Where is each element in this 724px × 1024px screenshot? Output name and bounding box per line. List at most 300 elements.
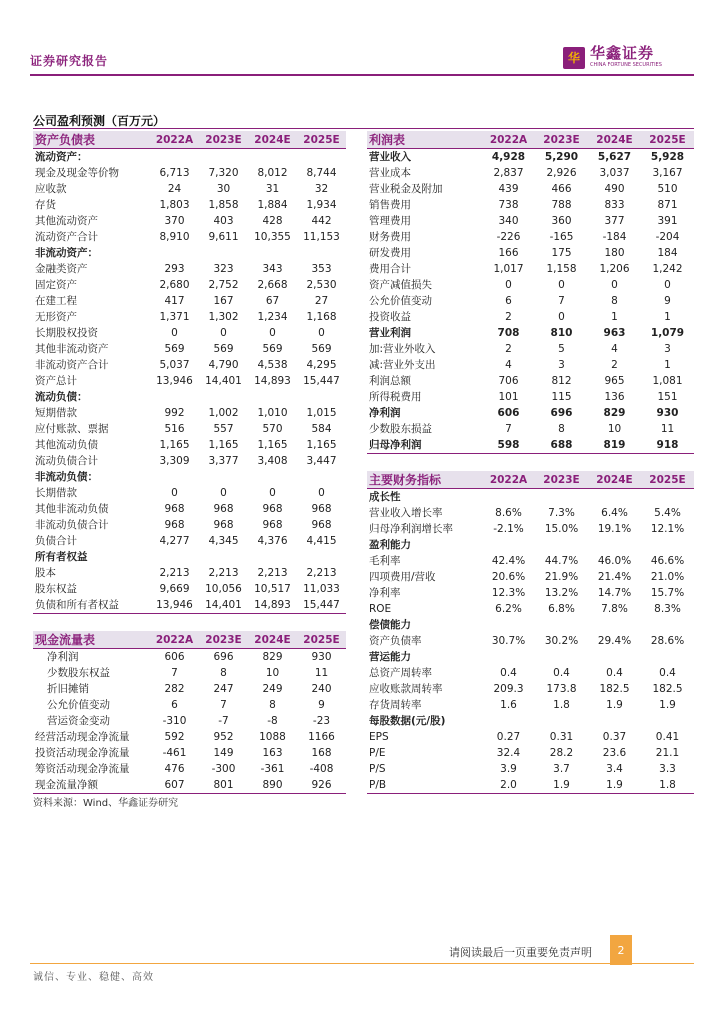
row-value: 182.5	[599, 683, 630, 695]
row-value: 968	[164, 519, 185, 531]
row-value: 10,355	[254, 231, 291, 243]
table-row	[367, 713, 694, 729]
row-label: ROE	[369, 603, 392, 615]
table-row	[33, 213, 346, 229]
row-value: 4,345	[208, 535, 239, 547]
row-value: 14,401	[205, 375, 242, 387]
row-value: 0.4	[659, 667, 676, 679]
row-label: 非流动负债：	[35, 471, 98, 483]
row-value: 3,408	[257, 455, 288, 467]
table-row	[33, 581, 346, 597]
table-row	[367, 389, 694, 405]
row-value	[482, 713, 535, 729]
row-label: 减:营业外支出	[369, 359, 436, 371]
row-value: 1.6	[500, 699, 517, 711]
row-value: 871	[657, 199, 678, 211]
row-value: 32.4	[496, 747, 521, 759]
table-row	[33, 745, 346, 761]
row-value	[297, 549, 346, 565]
table-row	[33, 437, 346, 453]
table-row	[33, 501, 346, 517]
row-value: 930	[311, 651, 332, 663]
row-value: 1.9	[588, 777, 641, 794]
row-value: 0	[318, 327, 325, 339]
row-value: 12.1%	[650, 523, 685, 535]
row-value: 3,037	[599, 167, 630, 179]
row-value: 28.6%	[650, 635, 685, 647]
table-row	[367, 681, 694, 697]
row-value: 6	[505, 295, 512, 307]
row-value: 2.0	[482, 777, 535, 794]
row-label: 存货周转率	[369, 699, 422, 711]
row-label: 非流动资产：	[35, 247, 98, 259]
row-value: 3.9	[500, 763, 517, 775]
year-header: 2022A	[482, 131, 535, 149]
row-label: 研发费用	[369, 247, 411, 259]
row-value: 1088	[259, 731, 286, 743]
row-value: 14,401	[199, 597, 248, 614]
page-number: 2	[610, 935, 632, 965]
row-label: 短期借款	[35, 407, 77, 419]
row-value: 3.4	[606, 763, 623, 775]
row-value: 13.2%	[544, 587, 579, 599]
row-value: 1	[664, 311, 671, 323]
row-value: 0	[318, 487, 325, 499]
row-value: 19.1%	[597, 523, 632, 535]
year-header: 2024E	[588, 471, 641, 489]
row-label: 净利润	[47, 651, 79, 663]
row-value: 592	[164, 731, 185, 743]
row-value: -310	[162, 715, 187, 727]
table-row	[33, 549, 346, 565]
row-value: 8,744	[306, 167, 337, 179]
row-value: 810	[550, 327, 573, 339]
row-label: 费用合计	[369, 263, 411, 275]
row-label: 营业税金及附加	[369, 183, 443, 195]
row-value: 569	[311, 343, 332, 355]
row-label: 长期股权投资	[35, 327, 98, 339]
row-value: 968	[164, 503, 185, 515]
row-value: 1,165	[159, 439, 190, 451]
row-label: 其他流动负债	[35, 439, 98, 451]
row-value: 151	[657, 391, 678, 403]
row-label: 四项费用/营收	[369, 571, 436, 583]
table-row	[33, 453, 346, 469]
row-label: 少数股东权益	[47, 667, 110, 679]
row-value: 968	[262, 519, 283, 531]
row-value: 14,893	[248, 597, 297, 614]
table-row	[33, 309, 346, 325]
row-label: 长期借款	[35, 487, 77, 499]
row-value: 0.31	[549, 731, 574, 743]
row-value: 1	[664, 359, 671, 371]
row-value: 163	[262, 747, 283, 759]
row-value: 829	[262, 651, 283, 663]
row-label: 所得税费用	[369, 391, 422, 403]
table-row	[33, 533, 346, 549]
row-value: 0.4	[500, 667, 517, 679]
table-row	[367, 697, 694, 713]
row-value	[248, 549, 297, 565]
row-value	[641, 537, 694, 553]
row-value: 890	[248, 777, 297, 794]
row-value	[199, 469, 248, 485]
row-value: 4,295	[306, 359, 337, 371]
table-row	[33, 325, 346, 341]
row-value: 598	[482, 437, 535, 454]
row-value: 7	[220, 699, 227, 711]
row-value: 8	[611, 295, 618, 307]
row-value: 6,713	[159, 167, 190, 179]
row-value: 1	[611, 311, 618, 323]
row-label: 其他非流动负债	[35, 503, 109, 515]
row-value: 9,611	[208, 231, 239, 243]
row-value: 240	[311, 683, 332, 695]
row-value: 11	[660, 423, 675, 435]
row-value: 353	[311, 263, 332, 275]
row-value: 1,010	[257, 407, 288, 419]
row-value	[482, 537, 535, 553]
row-label: 股东权益	[35, 583, 77, 595]
row-label: 存货	[35, 199, 56, 211]
row-value	[535, 489, 588, 506]
row-value: 27	[314, 295, 329, 307]
row-value: 918	[641, 437, 694, 454]
row-value: 569	[262, 343, 283, 355]
row-value: 0	[269, 487, 276, 499]
row-value: 2,752	[208, 279, 239, 291]
row-value: 15,447	[303, 375, 340, 387]
row-value	[641, 617, 694, 633]
row-value: -7	[218, 715, 229, 727]
row-value: 21.4%	[597, 571, 632, 583]
table-row	[33, 697, 346, 713]
row-value: 21.1	[655, 747, 680, 759]
table-row	[367, 197, 694, 213]
row-value: 23.6	[602, 747, 627, 759]
row-value: -8	[267, 715, 278, 727]
row-value	[150, 469, 199, 485]
row-label: 资产减值损失	[369, 279, 432, 291]
row-value: 21.0%	[650, 571, 685, 583]
table-row	[33, 293, 346, 309]
row-value: 9	[664, 295, 671, 307]
row-value: 4,376	[257, 535, 288, 547]
row-value	[535, 537, 588, 553]
row-label: 经营活动现金净流量	[35, 731, 130, 743]
row-value	[199, 549, 248, 565]
row-value: 149	[213, 747, 234, 759]
row-value: 8.6%	[495, 507, 522, 519]
row-value: 510	[657, 183, 678, 195]
table-row	[33, 405, 346, 421]
disclaimer-link[interactable]: 请阅读最后一页重要免责声明	[449, 946, 592, 959]
row-value: 696	[213, 651, 234, 663]
row-label: 其他流动资产	[35, 215, 98, 227]
row-value: 0.4	[606, 667, 623, 679]
row-value: 0	[220, 487, 227, 499]
table-row	[33, 761, 346, 777]
row-value: 439	[498, 183, 519, 195]
row-value: 8,012	[257, 167, 288, 179]
row-label: 在建工程	[35, 295, 77, 307]
row-value: 343	[262, 263, 283, 275]
row-value: 4	[505, 359, 512, 371]
row-label: 其他非流动资产	[35, 343, 109, 355]
table-row	[367, 165, 694, 181]
row-value: 5,928	[650, 151, 685, 163]
header-divider	[30, 74, 694, 76]
year-header: 2025E	[297, 631, 346, 649]
row-value: 4,277	[159, 535, 190, 547]
row-value: -300	[211, 763, 236, 775]
logo-mark-icon: 华	[563, 47, 585, 69]
row-value: 1,165	[257, 439, 288, 451]
table-title: 利润表	[367, 131, 482, 149]
row-value: 10,517	[254, 583, 291, 595]
row-value	[535, 649, 588, 665]
row-value	[482, 649, 535, 665]
logo-name-cn: 华鑫证券	[590, 44, 655, 62]
table-row	[367, 149, 694, 166]
row-value: 209.3	[493, 683, 524, 695]
row-value: 2	[505, 311, 512, 323]
row-value: 0.27	[496, 731, 521, 743]
row-value: 44.7%	[544, 555, 579, 567]
row-value: -361	[260, 763, 285, 775]
table-row	[33, 181, 346, 197]
row-label: 净利润	[369, 407, 401, 419]
row-label: 营业成本	[369, 167, 411, 179]
row-value: 247	[213, 683, 234, 695]
row-value: 428	[262, 215, 283, 227]
row-value: 10	[265, 667, 280, 679]
row-label: 投资活动现金净流量	[35, 747, 130, 759]
row-value: 168	[311, 747, 332, 759]
row-value: 992	[164, 407, 185, 419]
table-row	[367, 505, 694, 521]
table-row	[367, 213, 694, 229]
row-value: 167	[213, 295, 234, 307]
row-label: 现金及现金等价物	[35, 167, 119, 179]
row-label: 归母净利润增长率	[369, 523, 453, 535]
row-value: 5,290	[544, 151, 579, 163]
row-value: 13,946	[150, 597, 199, 614]
row-label: 公允价值变动	[47, 699, 110, 711]
row-value: 1,302	[208, 311, 239, 323]
row-value: 101	[498, 391, 519, 403]
table-row	[367, 537, 694, 553]
row-value: 15.7%	[650, 587, 685, 599]
row-value	[199, 245, 248, 261]
table-row	[33, 197, 346, 213]
row-value: 11,033	[303, 583, 340, 595]
row-value: -2.1%	[493, 523, 524, 535]
row-value: 323	[213, 263, 234, 275]
row-value: 1,168	[306, 311, 337, 323]
table-row	[33, 777, 346, 794]
table-row	[367, 421, 694, 437]
row-value: 0	[220, 327, 227, 339]
table-row	[367, 373, 694, 389]
row-value: -184	[602, 231, 627, 243]
row-label: 少数股东损益	[369, 423, 432, 435]
row-label: 固定资产	[35, 279, 77, 291]
row-value: 4	[611, 343, 618, 355]
row-value	[641, 713, 694, 729]
row-value	[588, 617, 641, 633]
year-header: 2022A	[150, 631, 199, 649]
row-value: 2,668	[257, 279, 288, 291]
row-label: 非流动资产合计	[35, 359, 109, 371]
row-value	[150, 149, 199, 166]
row-value: 1,242	[652, 263, 683, 275]
row-value: 3,377	[208, 455, 239, 467]
row-value: 13,946	[156, 375, 193, 387]
table-row	[33, 165, 346, 181]
table-row	[367, 601, 694, 617]
row-value: 370	[164, 215, 185, 227]
row-value	[150, 389, 199, 405]
row-value: 2	[505, 343, 512, 355]
table-row	[367, 665, 694, 681]
row-label: 归母净利润	[367, 437, 482, 454]
table-row	[33, 229, 346, 245]
row-value: 3	[558, 359, 565, 371]
row-value: 0	[269, 327, 276, 339]
row-value	[248, 389, 297, 405]
table-row	[367, 405, 694, 421]
row-value: 4,790	[208, 359, 239, 371]
row-value: 607	[150, 777, 199, 794]
table-row	[33, 665, 346, 681]
row-value: 2,213	[208, 567, 239, 579]
row-label: EPS	[369, 731, 389, 743]
row-value: 4,928	[491, 151, 526, 163]
table-row	[367, 277, 694, 293]
row-value: 1.8	[553, 699, 570, 711]
row-value: 175	[551, 247, 572, 259]
row-value: 788	[551, 199, 572, 211]
year-header: 2023E	[199, 631, 248, 649]
year-header: 2023E	[535, 131, 588, 149]
row-value: 0.4	[553, 667, 570, 679]
table-row	[367, 745, 694, 761]
row-value: 1.8	[641, 777, 694, 794]
year-header: 2022A	[150, 131, 199, 149]
row-value: 968	[262, 503, 283, 515]
row-value: 7	[505, 423, 512, 435]
row-value: 7.8%	[601, 603, 628, 615]
row-value: 2,530	[306, 279, 337, 291]
row-value: 2,926	[546, 167, 577, 179]
row-value: 1,158	[546, 263, 577, 275]
row-value	[588, 489, 641, 506]
row-label: 流动资产：	[35, 151, 88, 163]
row-value: 14.7%	[597, 587, 632, 599]
row-value: 584	[311, 423, 332, 435]
row-value: 20.6%	[491, 571, 526, 583]
row-value: 4,415	[306, 535, 337, 547]
row-value: 0.41	[655, 731, 680, 743]
row-value: 28.2	[549, 747, 574, 759]
row-value	[588, 713, 641, 729]
row-label: 营业利润	[369, 327, 411, 339]
row-value: 466	[551, 183, 572, 195]
row-label: 金融类资产	[35, 263, 88, 275]
row-value: 8.3%	[654, 603, 681, 615]
row-value	[248, 469, 297, 485]
row-value: 708	[497, 327, 520, 339]
row-value: 8	[558, 423, 565, 435]
row-value	[297, 149, 346, 166]
row-value: 30.2%	[544, 635, 579, 647]
row-value: 476	[164, 763, 185, 775]
table-row	[33, 565, 346, 581]
row-value: 5	[558, 343, 565, 355]
section-title: 公司盈利预测（百万元）	[33, 114, 166, 128]
balance-sheet-table	[33, 131, 346, 614]
row-value: 7.3%	[548, 507, 575, 519]
row-label: P/B	[367, 777, 482, 794]
table-row	[367, 309, 694, 325]
row-label: 毛利率	[369, 555, 401, 567]
row-label: 流动负债：	[35, 391, 88, 403]
table-row	[367, 761, 694, 777]
row-label: 资产负债率	[369, 635, 422, 647]
row-value: 11	[314, 667, 329, 679]
row-value: 1,015	[306, 407, 337, 419]
row-value	[297, 245, 346, 261]
row-label: 总资产周转率	[369, 667, 432, 679]
row-value: 1,002	[208, 407, 239, 419]
table-row	[33, 261, 346, 277]
row-value: 606	[497, 407, 520, 419]
row-value	[641, 489, 694, 506]
row-value: 21.9%	[544, 571, 579, 583]
table-row	[367, 553, 694, 569]
row-value: 696	[550, 407, 573, 419]
row-value: 7	[171, 667, 178, 679]
row-label: 加:营业外收入	[369, 343, 436, 355]
table-row	[367, 617, 694, 633]
row-value	[297, 469, 346, 485]
row-value: 1,234	[257, 311, 288, 323]
row-value: 1,081	[652, 375, 683, 387]
year-header: 2024E	[248, 131, 297, 149]
row-value: 31	[265, 183, 280, 195]
row-value: 833	[604, 199, 625, 211]
table-row	[367, 357, 694, 373]
row-value: 4,538	[257, 359, 288, 371]
row-value: -226	[496, 231, 521, 243]
table-row	[367, 181, 694, 197]
row-label: 应收款	[35, 183, 67, 195]
row-value: 0	[171, 327, 178, 339]
table-row	[367, 245, 694, 261]
key-ratios-table	[367, 471, 694, 794]
table-row	[33, 485, 346, 501]
row-value: 14,893	[254, 375, 291, 387]
row-label: 每股数据(元/股)	[369, 715, 446, 727]
row-value: 2,680	[159, 279, 190, 291]
row-value: 3	[664, 343, 671, 355]
row-value: 5,037	[159, 359, 190, 371]
row-value: 115	[551, 391, 572, 403]
row-value: 965	[604, 375, 625, 387]
row-label: 股本	[35, 567, 56, 579]
table-row	[33, 469, 346, 485]
